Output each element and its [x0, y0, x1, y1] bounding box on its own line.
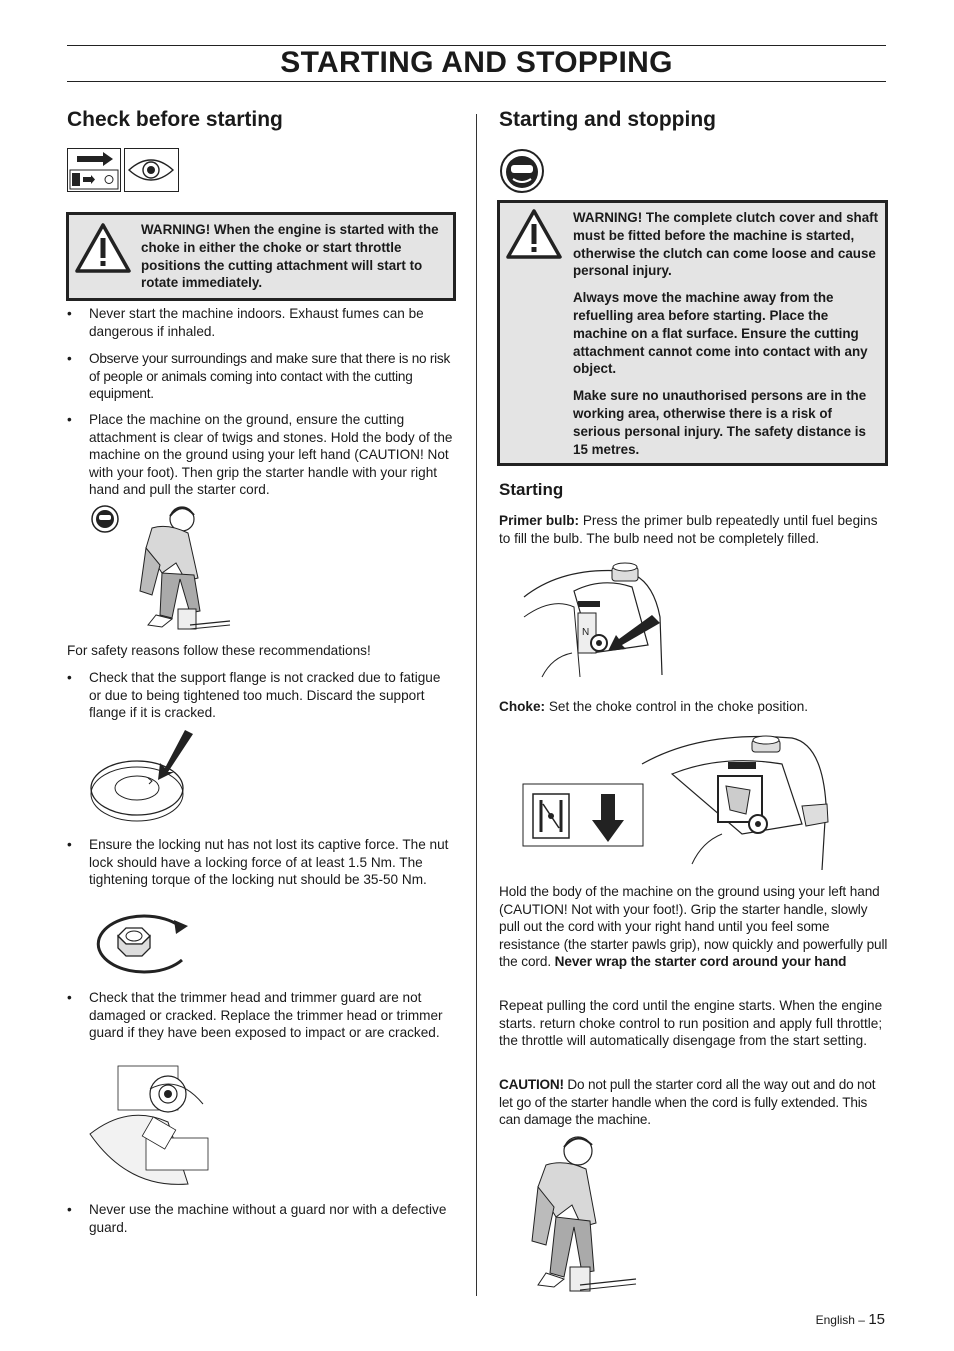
warning-triangle-icon	[75, 223, 131, 273]
warning-paragraph: WARNING! The complete clutch cover and shaft must be fitted before the machine is started, otherwise the clutch can come loose and cause personal injury.	[573, 210, 879, 279]
starting-subheading: Starting	[499, 480, 564, 499]
page-footer	[816, 1311, 885, 1328]
list-item-text: Check that the trimmer head and trimmer guard are not damaged or cracked. Replace the trimmer head or trimmer guard if they have been exposed to impact or are cracked.	[89, 990, 443, 1040]
list-item	[67, 305, 454, 341]
repeat-pulling-paragraph: Repeat pulling the cord until the engine starts. When the engine starts. return choke control to run position and apply full throttle; the throttle will automatically disengage from the start setting.	[499, 998, 883, 1048]
safety-intro-text: For safety reasons follow these recommendations!	[67, 643, 371, 658]
protective-equipment-icon	[499, 148, 545, 194]
warning-box-choke	[66, 212, 456, 301]
list-item	[67, 411, 454, 501]
primer-label: Primer bulb:	[499, 513, 580, 528]
choke-symbol-icon	[533, 794, 569, 838]
bullet-marker: •	[67, 1202, 72, 1217]
choke-illustration	[522, 724, 832, 870]
primer-bulb-paragraph	[499, 512, 889, 547]
choke-label: Choke:	[499, 699, 546, 714]
operator-pulling-cord-illustration	[520, 1133, 640, 1298]
support-flange-illustration	[90, 728, 200, 824]
list-item	[67, 836, 454, 908]
page-title: STARTING AND STOPPING	[280, 46, 673, 79]
bullet-marker: •	[67, 837, 72, 852]
warning-paragraph: Make sure no unauthorised persons are in the working area, otherwise there is a risk of serious personal injury. The safety distance is 15 metres.	[573, 388, 867, 457]
list-item-text: Ensure the locking nut has not lost its captive force. The nut lock should have a locking force of at least 1.5 Nm. The tightening torque of the locking nut should be 35-50 Nm.	[89, 837, 449, 887]
warning-paragraph: Always move the machine away from the refuelling area before starting. Place the machine on a flat surface. Ensure the cutting attachment cannot come into contact with any object.	[573, 290, 868, 377]
caution-label: CAUTION!	[499, 1077, 564, 1092]
primer-bulb-illustration	[522, 557, 667, 683]
hold-warning-bold: Never wrap the starter cord around your hand	[554, 954, 847, 969]
check-before-starting-heading: Check before starting	[67, 108, 283, 131]
operator-starting-illustration	[90, 503, 230, 633]
caution-paragraph	[499, 1076, 889, 1129]
manual-arrow-icon	[67, 148, 179, 192]
warning-text	[573, 209, 880, 467]
list-item	[67, 350, 454, 404]
trimmer-guard-illustration	[88, 1064, 218, 1189]
column-divider	[476, 114, 477, 1296]
list-item-text: Check that the support flange is not cracked due to fatigue or due to being tightened too much. Discard the support flange if it is cracked.	[89, 670, 441, 720]
warning-triangle-icon	[506, 209, 562, 259]
page-number: 15	[868, 1311, 885, 1328]
bullet-marker: •	[67, 412, 72, 427]
primer-text: Press the primer bulb repeatedly until fuel begins to fill the bulb. The bulb need not be completely filled.	[499, 513, 878, 546]
warning-box-clutch	[497, 200, 888, 466]
choke-paragraph	[499, 698, 889, 716]
locking-nut-illustration	[90, 912, 190, 978]
hold-body-paragraph	[499, 883, 889, 971]
bullet-marker: •	[67, 990, 72, 1005]
caution-text: Do not pull the starter cord all the way out and do not let go of the starter handle when the cord is fully extended. This can damage the machine.	[499, 1077, 876, 1127]
choke-text: Set the choke control in the choke position.	[545, 699, 809, 714]
warning-text: WARNING! When the engine is started with the choke in either the choke or start throttle positions the cutting attachment will start to rotate immediately.	[141, 222, 439, 291]
svg-text:N: N	[582, 627, 590, 638]
footer-language: English	[815, 1313, 855, 1327]
list-item-text: Place the machine on the ground, ensure the cutting attachment is clear of twigs and stones. Hold the body of the machine on the ground using your left hand (CAUTION! Not with your foot). Then grip the starter handle with your right hand and pull the starter cord.	[89, 412, 453, 497]
list-item-text: Never start the machine indoors. Exhaust fumes can be dangerous if inhaled.	[89, 306, 424, 339]
list-item-text: Never use the machine without a guard nor with a defective guard.	[89, 1202, 447, 1235]
starting-and-stopping-heading: Starting and stopping	[499, 108, 716, 131]
list-item	[67, 989, 454, 1061]
header-bottom-rule	[67, 81, 886, 82]
list-item	[67, 669, 454, 723]
bullet-marker: •	[67, 306, 72, 321]
footer-separator: –	[854, 1313, 869, 1327]
hold-text: Hold the body of the machine on the ground using your left hand (CAUTION! Not with your foot!). Grip the starter handle, slowly pull out the cord with your right hand until you feel some resistance (the starter pawls grip), now quickly and powerfully pull the cord.	[499, 884, 888, 969]
bullet-marker: •	[67, 351, 72, 366]
list-item-text: Observe your surroundings and make sure that there is no risk of people or animals coming into contact with the cutting equipment.	[89, 351, 451, 401]
list-item	[67, 1201, 454, 1237]
bullet-marker: •	[67, 670, 72, 685]
